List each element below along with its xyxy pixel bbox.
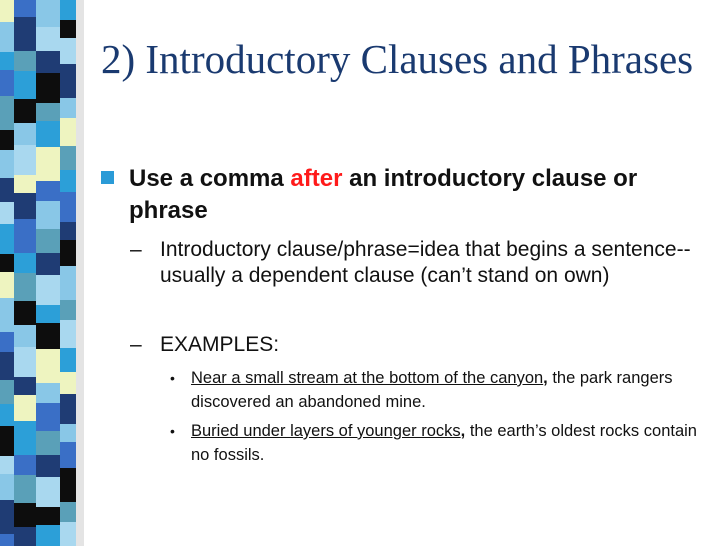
strip-block — [36, 147, 60, 181]
example-underlined-1: Near a small stream at the bottom of the canyon — [191, 369, 544, 387]
strip-block — [14, 301, 36, 325]
strip-block — [0, 534, 14, 546]
strip-block — [14, 421, 36, 455]
strip-block — [36, 103, 60, 121]
strip-block — [36, 201, 60, 229]
strip-block — [36, 525, 60, 546]
strip-block — [36, 455, 60, 477]
example-comma-2: , — [460, 422, 466, 440]
square-bullet-icon — [101, 171, 114, 184]
slide-title: 2) Introductory Clauses and Phrases — [101, 36, 694, 82]
strip-block — [14, 99, 36, 123]
strip-block — [36, 0, 60, 27]
strip-block — [0, 202, 14, 224]
example-rest-1: the park rangers discovered an abandoned mine. — [191, 369, 673, 411]
example-text-2 — [191, 419, 711, 467]
strip-block — [14, 527, 36, 546]
strip-block — [14, 273, 36, 301]
strip-block — [36, 181, 60, 201]
definition-text: Introductory clause/phrase=idea that begins a sentence--usually a dependent clause (can’t stand on own) — [160, 238, 691, 287]
dot-bullet: • — [170, 423, 175, 439]
example-underlined-2: Buried under layers of younger rocks — [191, 422, 461, 440]
strip-block — [36, 507, 60, 525]
main-point-prefix: Use a comma — [129, 165, 291, 192]
strip-block — [0, 332, 14, 352]
strip-block — [0, 272, 14, 298]
examples-heading: EXAMPLES: — [160, 333, 280, 356]
strip-shadow-edge — [76, 0, 84, 546]
strip-block — [0, 70, 14, 96]
strip-block — [14, 325, 36, 347]
strip-block — [14, 395, 36, 421]
strip-block — [0, 380, 14, 404]
strip-block — [0, 456, 14, 474]
strip-block — [0, 130, 14, 150]
strip-block — [0, 474, 14, 500]
strip-block — [0, 254, 14, 272]
strip-block — [0, 178, 14, 202]
strip-block — [14, 503, 36, 527]
example-text-1 — [191, 366, 711, 414]
strip-pattern — [0, 0, 84, 546]
dot-bullet: • — [170, 370, 175, 386]
strip-block — [36, 275, 60, 305]
strip-block — [36, 253, 60, 275]
main-point-emphasis: after — [290, 165, 343, 192]
strip-block — [14, 455, 36, 475]
main-point-suffix: an introductory clause or phrase — [129, 165, 638, 224]
strip-block — [0, 22, 14, 52]
strip-block — [14, 347, 36, 377]
strip-block — [36, 229, 60, 253]
decorative-block-strip — [0, 0, 84, 546]
strip-block — [36, 349, 60, 383]
example-rest-2: the earth’s oldest rocks contain no fossils. — [191, 422, 697, 464]
strip-block — [0, 298, 14, 332]
strip-block — [14, 145, 36, 175]
strip-block — [36, 477, 60, 507]
dash-bullet: – — [130, 238, 142, 261]
strip-block — [36, 51, 60, 73]
strip-block — [14, 475, 36, 503]
strip-block — [0, 150, 14, 178]
strip-block — [0, 500, 14, 534]
strip-block — [14, 0, 36, 17]
strip-block — [0, 404, 14, 426]
strip-block — [0, 52, 14, 70]
strip-block — [14, 51, 36, 71]
strip-block — [36, 73, 60, 103]
strip-block — [36, 121, 60, 147]
strip-block — [14, 71, 36, 99]
strip-block — [14, 175, 36, 193]
strip-block — [36, 305, 60, 323]
strip-block — [36, 323, 60, 349]
strip-block — [36, 431, 60, 455]
strip-block — [0, 224, 14, 254]
strip-block — [14, 219, 36, 253]
strip-block — [36, 27, 60, 51]
strip-block — [36, 403, 60, 431]
strip-block — [0, 96, 14, 130]
strip-block — [36, 383, 60, 403]
example-comma-1: , — [543, 369, 548, 387]
strip-block — [0, 0, 14, 22]
strip-block — [0, 352, 14, 380]
strip-block — [14, 17, 36, 51]
main-bullet-text — [129, 163, 709, 227]
strip-block — [14, 123, 36, 145]
strip-block — [14, 253, 36, 273]
strip-block — [0, 426, 14, 456]
dash-bullet: – — [130, 333, 142, 356]
strip-block — [14, 377, 36, 395]
strip-block — [14, 193, 36, 219]
